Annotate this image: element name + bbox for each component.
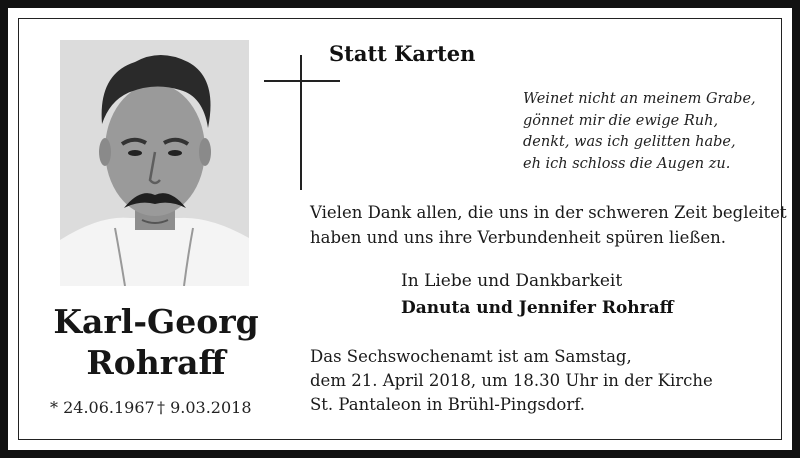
thanks-text: [310, 200, 787, 250]
deceased-first-name: Karl-Georg: [53, 302, 259, 341]
portrait-illustration: [60, 40, 249, 286]
poem-line: denkt, was ich gelitten habe,: [523, 134, 736, 150]
cross-icon: [300, 55, 302, 190]
poem-line: eh ich schloss die Augen zu.: [523, 155, 731, 172]
service-line: St. Pantaleon in Brühl-Pingsdorf.: [310, 395, 586, 414]
service-line: Das Sechswochenamt ist am Samstag,: [310, 347, 632, 366]
poem: [523, 89, 756, 175]
thanks-line: Vielen Dank allen, die uns in der schweren Zeit begleitet: [310, 203, 787, 222]
birth-date: * 24.06.1967: [50, 398, 155, 417]
service-announcement: [310, 345, 713, 417]
closing-sentiment: In Liebe und Dankbarkeit: [401, 271, 623, 291]
notice-heading: Statt Karten: [329, 41, 476, 66]
thanks-line: haben und uns ihre Verbundenheit spüren ließen.: [310, 228, 727, 247]
service-line: dem 21. April 2018, um 18.30 Uhr in der Kirche: [310, 371, 713, 390]
portrait-photo: [60, 40, 249, 286]
family-names: Danuta und Jennifer Rohraff: [401, 298, 674, 318]
death-date: † 9.03.2018: [157, 398, 252, 417]
poem-line: Weinet nicht an meinem Grabe,: [523, 91, 756, 107]
deceased-last-name: Rohraff: [86, 343, 226, 382]
poem-line: gönnet mir die ewige Ruh,: [523, 112, 719, 129]
cross-icon-bar: [264, 80, 340, 82]
